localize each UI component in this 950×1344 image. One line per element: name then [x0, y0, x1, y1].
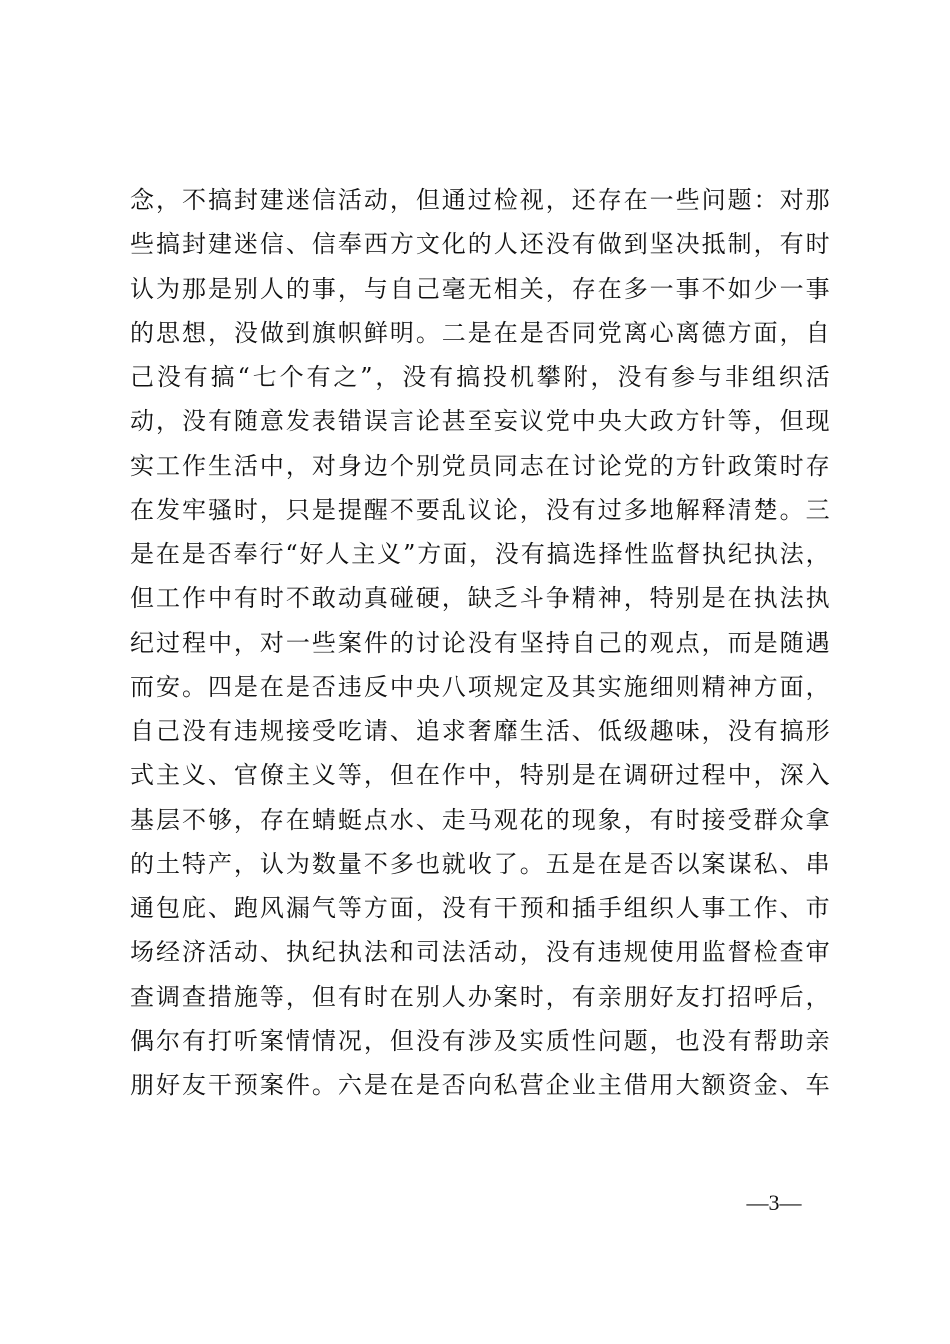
text-line: 的土特产，认为数量不多也就收了。五是在是否以案谋私、串: [130, 849, 830, 878]
text-line: 场经济活动、执纪执法和司法活动，没有违规使用监督检查审: [130, 938, 830, 967]
text-line: 偶尔有打听案情情况，但没有涉及实质性问题，也没有帮助亲: [130, 1026, 830, 1055]
text-line: 认为那是别人的事，与自己毫无相关，存在多一事不如少一事: [130, 274, 830, 303]
text-line: 查调查措施等，但有时在别人办案时，有亲朋好友打招呼后，: [130, 982, 830, 1011]
body-text: [130, 178, 830, 1107]
text-line: 己没有搞“七个有之”，没有搞投机攀附，没有参与非组织活: [130, 363, 830, 391]
text-line: 实工作生活中，对身边个别党员同志在讨论党的方针政策时存: [130, 451, 830, 480]
text-line: 自己没有违规接受吃请、追求奢靡生活、低级趣味，没有搞形: [130, 717, 830, 745]
text-line: 的思想，没做到旗帜鲜明。二是在是否同党离心离德方面，自: [130, 318, 830, 347]
text-line: 但工作中有时不敢动真碰硬，缺乏斗争精神，特别是在执法执: [130, 584, 830, 613]
text-line: 纪过程中，对一些案件的讨论没有坚持自己的观点，而是随遇: [130, 628, 830, 657]
text-line: 朋好友干预案件。六是在是否向私营企业主借用大额资金、车: [130, 1071, 830, 1099]
text-line: 式主义、官僚主义等，但在作中，特别是在调研过程中，深入: [130, 761, 830, 790]
text-line: 基层不够，存在蜻蜓点水、走马观花的现象，有时接受群众拿: [130, 805, 830, 834]
text-line: 念，不搞封建迷信活动，但通过检视，还存在一些问题：对那: [130, 186, 830, 214]
text-line: 些搞封建迷信、信奉西方文化的人还没有做到坚决抵制，有时: [130, 230, 830, 259]
page-number: —3—: [746, 1190, 802, 1215]
text-line: 动，没有随意发表错误言论甚至妄议党中央大政方针等，但现: [130, 407, 830, 436]
text-line: 通包庇、跑风漏气等方面，没有干预和插手组织人事工作、市: [130, 894, 830, 922]
text-line: 而安。四是在是否违反中央八项规定及其实施细则精神方面，: [130, 672, 830, 701]
text-line: 是在是否奉行“好人主义”方面，没有搞选择性监督执纪执法，: [130, 540, 830, 568]
text-line: 在发牢骚时，只是提醒不要乱议论，没有过多地解释清楚。三: [130, 495, 830, 524]
